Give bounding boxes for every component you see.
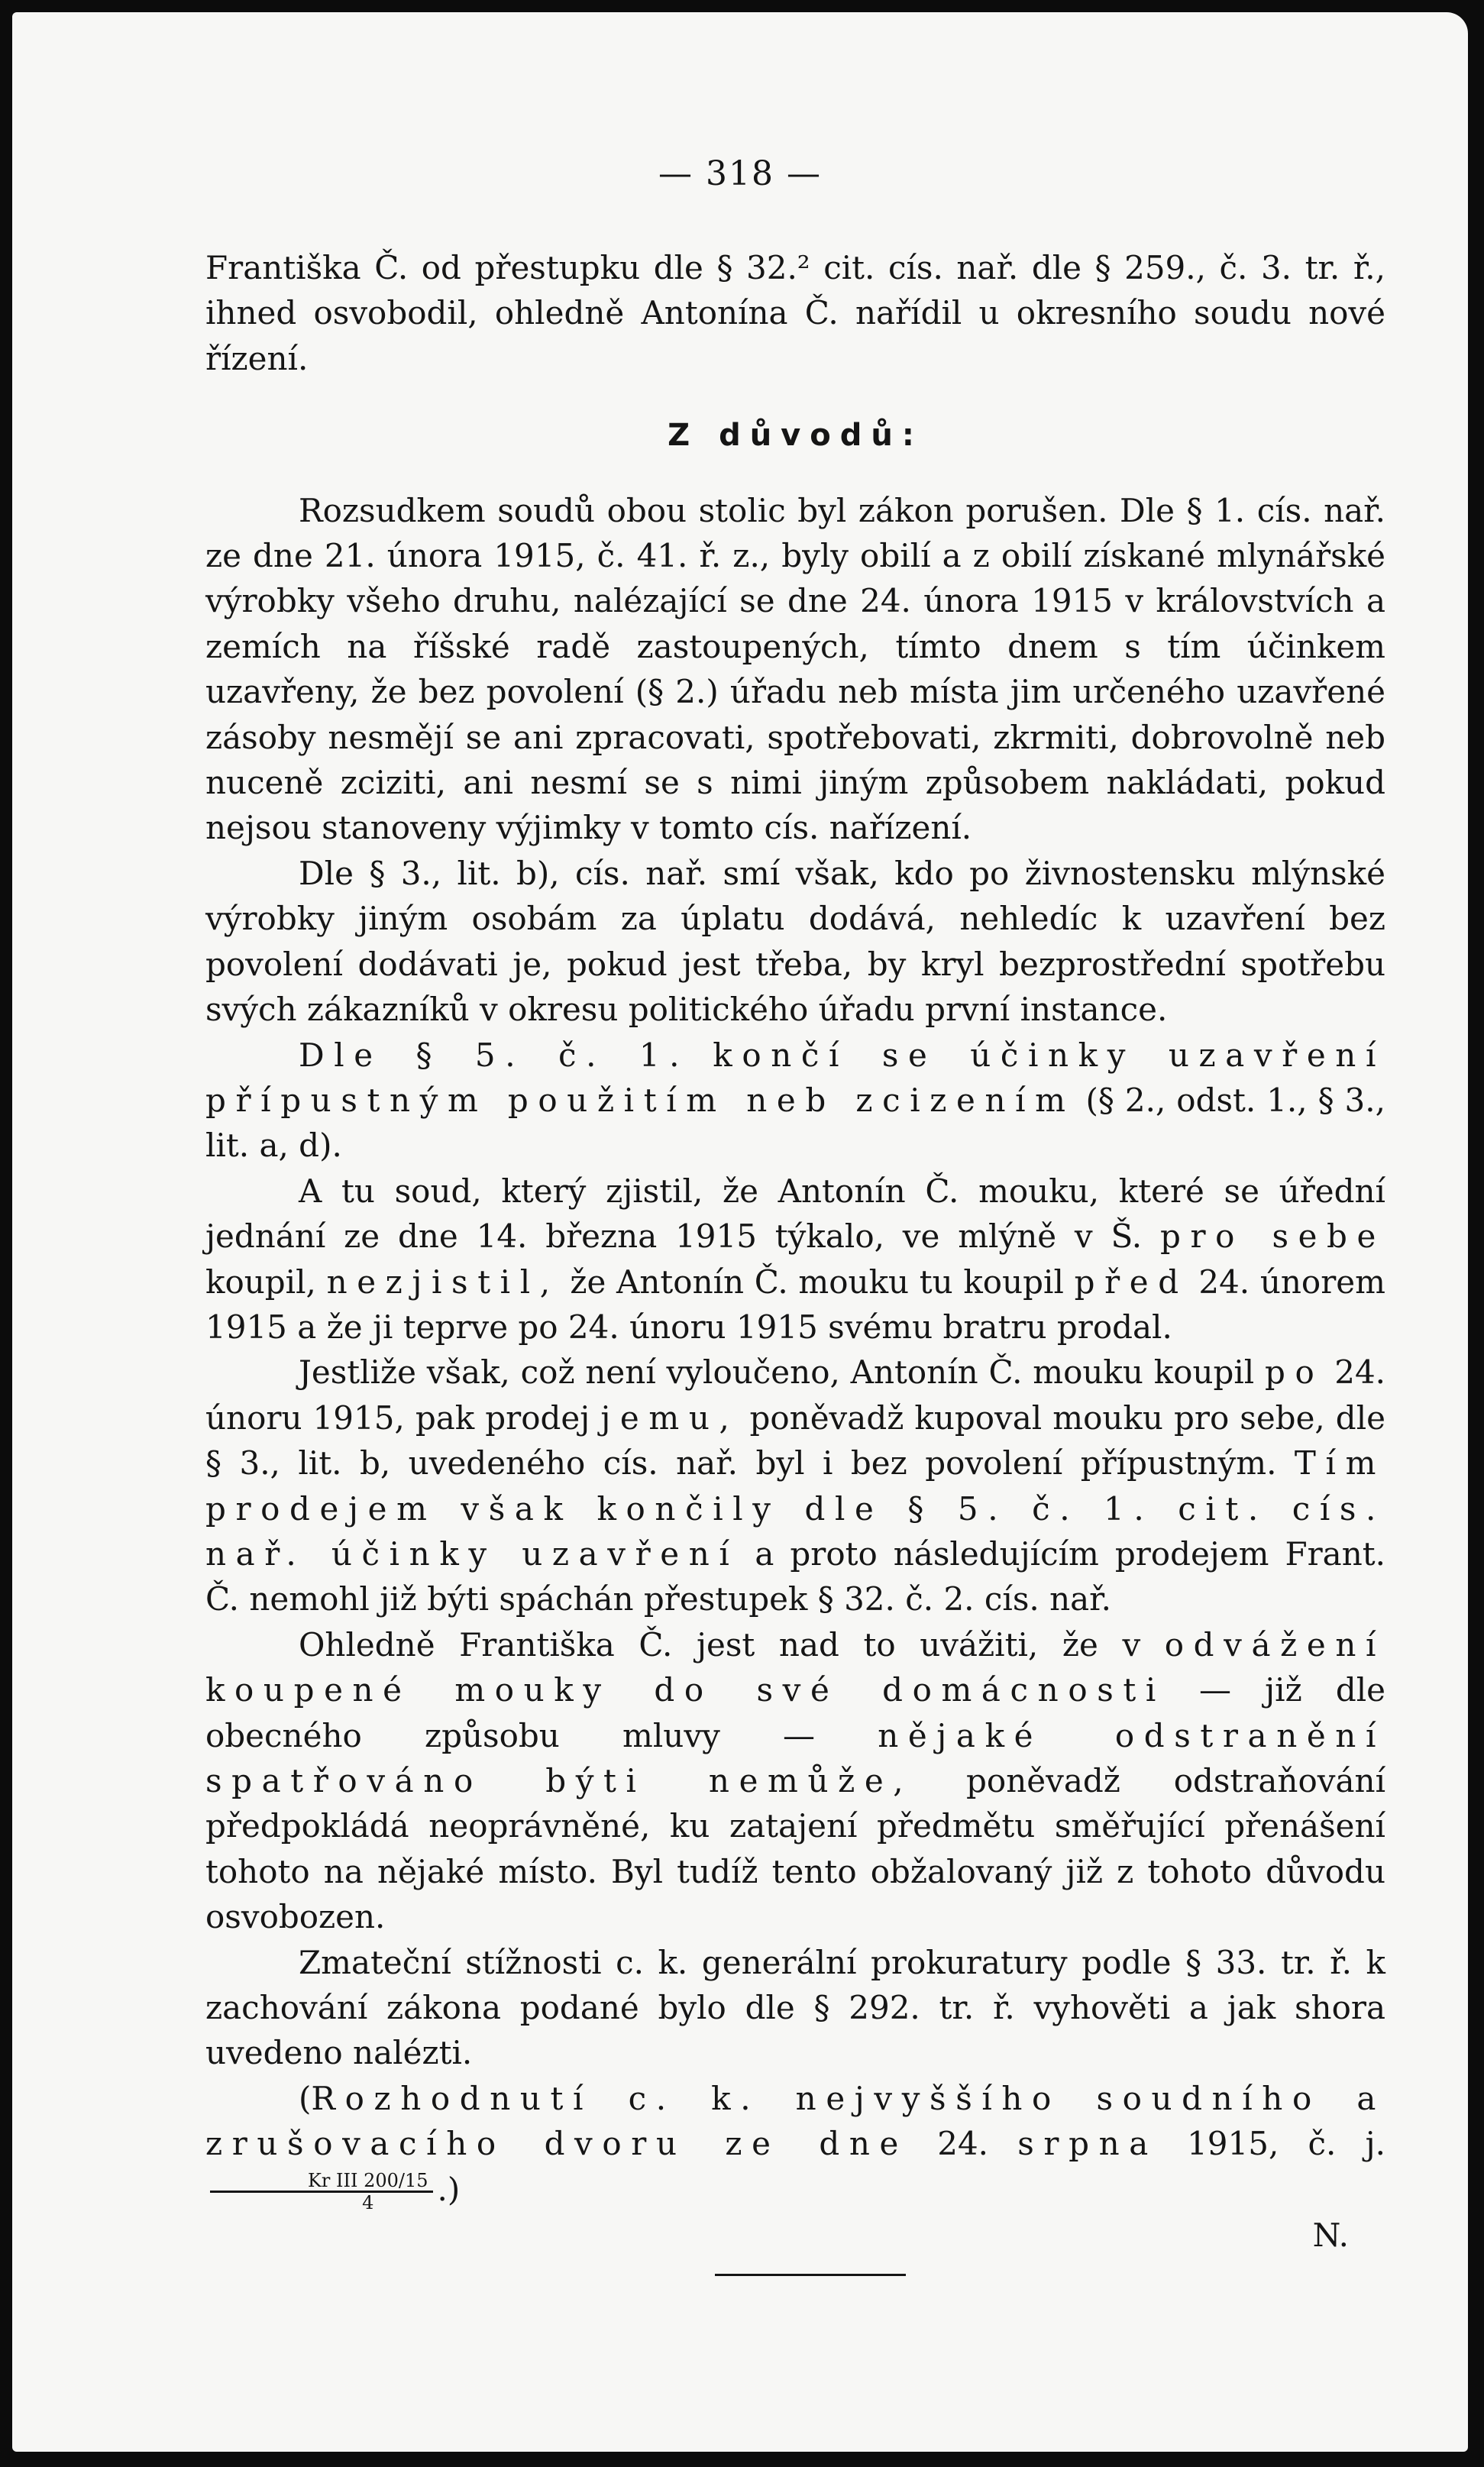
- p6-text-g: a proto následujícím prodejem Frant. Č. nemohl již býti spáchán přestupek § 32. č. 2. cís. nař.: [205, 1534, 1386, 1618]
- p5-spaced-b: pro sebe: [1159, 1217, 1385, 1256]
- page-number: — 318 —: [658, 154, 822, 193]
- case-number-fraction: [210, 2171, 433, 2213]
- paragraph-9-citation: [205, 2076, 1385, 2213]
- p4-spaced-a: Dle § 5. č. 1.: [299, 1036, 690, 1074]
- p9-spaced-b: Rozhodnutí c. k. nejvyššího soudního a zrušovacího dvoru ze dne: [205, 2079, 1385, 2163]
- p9-spaced-d: srpna: [1017, 2125, 1158, 2163]
- p7-text-c: — již dle obecného způsobu mluvy —: [205, 1671, 1385, 1754]
- p6-spaced-f: Tím prodejem však končily dle § 5. č. 1. cit. cís. nař. účinky uzavření: [205, 1444, 1385, 1573]
- p9-close: .): [437, 2170, 461, 2208]
- paragraph-4: [205, 1033, 1385, 1169]
- p6-spaced-b: po: [1265, 1353, 1324, 1392]
- p4-spaced-b: končí se účinky uzavření přípustným použitím neb zcizením: [205, 1036, 1385, 1119]
- paragraph-8: Zmateční stížnosti c. k. generální prokuratury podle § 33. tr. ř. k zachování zákona podané bylo dle § 292. tr. ř. vyhověti a jak shora uvedeno nalézti.: [205, 1943, 1385, 2072]
- closing-rule: [715, 2274, 906, 2276]
- document-page: [12, 12, 1468, 2452]
- paragraph-2: Rozsudkem soudů obou stolic byl zákon porušen. Dle § 1. cís. nař. ze dne 21. února 1915, č. 41. ř. z., byly obilí a z obilí získané mlynářské výrobky všeho druhu, nalézající se dne 24. února 1915 v královstvích a zemích na říšské radě zastoupených, tímto dnem s tím účinkem uzavřeny, že bez povolení (§ 2.) úřadu neb místa jim určeného uzavřené zásoby nesmějí se ani zpracovati, spotřebovati, zkrmiti, dobrovolně neb nuceně zciziti, ani nesmí se s nimi jiným způsobem nakládati, pokud nejsou stanoveny výjimky v tomto cís. nařízení.: [205, 491, 1385, 847]
- p5-spaced-f: před: [1074, 1263, 1188, 1301]
- p5-spaced-d: nezjistil,: [326, 1263, 560, 1301]
- p4-text-c: (§ 2., odst. 1., § 3., lit. a, d).: [205, 1081, 1385, 1165]
- p6-text-c: 24. únoru 1915, pak prodej: [205, 1353, 1386, 1437]
- fraction-denominator: 4: [362, 2192, 374, 2214]
- document-body: [205, 245, 1385, 2258]
- p7-spaced-b: odvážení koupené mouky do své domácnosti: [205, 1625, 1386, 1709]
- p7-spaced-d: nějaké odstranění spatřováno býti nemůže,: [205, 1716, 1385, 1799]
- p5-text-e: že Antonín Č. mouku tu koupil: [570, 1263, 1064, 1301]
- p9-open: (: [299, 2079, 312, 2117]
- p5-text-a: A tu soud, který zjistil, že Antonín Č. mouku, které se úřední jednání ze dne 14. března 1915 týkalo, ve mlýně v Š.: [205, 1172, 1385, 1256]
- paragraph-6: [205, 1350, 1385, 1621]
- p7-text-a: Ohledně Františka Č. jest nad to uvážiti, že v: [299, 1625, 1141, 1664]
- p6-text-e: poněvadž kupoval mouku pro sebe, dle § 3., lit. b, uvedeného cís. nař. byl i bez povolení přípustným.: [205, 1398, 1385, 1482]
- p6-text-a: Jestliže však, což není vyloučeno, Antonín Č. mouku koupil: [299, 1353, 1255, 1392]
- p5-text-c: koupil,: [205, 1263, 316, 1301]
- signature: N.: [1312, 2216, 1349, 2255]
- p5-text-g: 24. únorem 1915 a že ji teprve po 24. únoru 1915 svému bratru prodal.: [205, 1263, 1385, 1346]
- section-heading: Z důvodů:: [668, 418, 923, 454]
- p9-text-e: 1915, č. j.: [1187, 2125, 1385, 2163]
- paragraph-3: Dle § 3., lit. b), cís. nař. smí však, kdo po živnostensku mlýnské výrobky jiným osobám za úplatu dodává, nehledíc k uzavření bez povolení dodávati je, pokud jest třeba, by kryl bezprostřední spotřebu svých zákazníků v okresu politického úřadu první instance.: [205, 854, 1385, 1029]
- paragraph-1: Františka Č. od přestupku dle § 32.² cit. cís. nař. dle § 259., č. 3. tr. ř., ihned osvobodil, ohledně Antonína Č. nařídil u okresního soudu nové řízení.: [205, 249, 1385, 377]
- paragraph-5: [205, 1169, 1385, 1350]
- p6-spaced-d: jemu,: [600, 1398, 739, 1437]
- p9-text-c: 24.: [937, 2125, 989, 2163]
- paragraph-7: [205, 1622, 1385, 1940]
- p7-text-e: poněvadž odstraňování předpokládá neoprávněné, ku zatajení předmětu směřující přenášení tohoto na nějaké místo. Byl tudíž tento obžalovaný již z tohoto důvodu osvobozen.: [205, 1762, 1385, 1936]
- fraction-numerator: Kr III 200/15: [210, 2171, 433, 2193]
